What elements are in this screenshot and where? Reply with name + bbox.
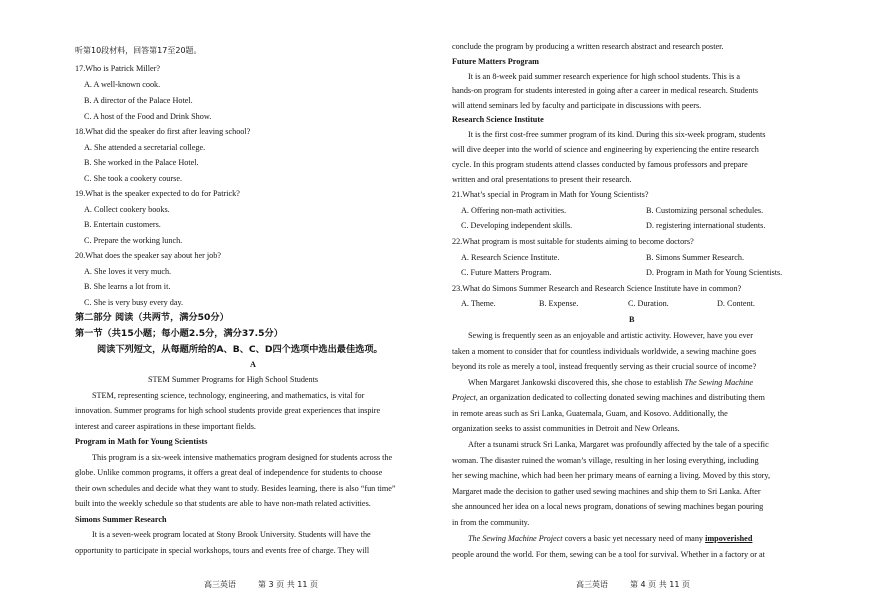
- footer-page-number: 第 3 页 共 11 页: [258, 580, 318, 589]
- para-line: conclude the program by producing a written research abstract and research poster.: [452, 42, 724, 51]
- para-text: When Margaret Jankowski discovered this, she chose to establish: [468, 378, 685, 387]
- q19-option-c: C. Prepare the working lunch.: [84, 236, 183, 245]
- question-17: 17.Who is Patrick Miller?: [75, 64, 161, 73]
- reading-instruction: 阅读下列短文，从每题所给的A、B、C、D四个选项中选出最佳选项。: [97, 344, 383, 355]
- para-line: opportunity to participate in special workshops, tours and events free of charge. They will: [75, 546, 370, 555]
- project-name: The Sewing Machine: [684, 378, 753, 387]
- question-19: 19.What is the speaker expected to do for Patrick?: [75, 189, 240, 198]
- para-line: people around the world. For them, sewing can be a tool for survival. Whether in a factory or at: [452, 550, 765, 559]
- para-line: It is the first cost-free summer program of its kind. During this six-week program, students: [468, 130, 766, 139]
- section-one-heading: 第一节（共15小题；每小题2.5分，满分37.5分）: [75, 328, 283, 339]
- para-text: covers a basic yet necessary need of many: [562, 534, 706, 543]
- para-line: will dive deeper into the world of science and engineering by experiencing the entire research: [452, 145, 759, 154]
- q22-option-c: C. Future Matters Program.: [461, 268, 552, 277]
- para-line: in from the community.: [452, 518, 530, 527]
- para-line: woman. The disaster ruined the woman’s village, resulting in her losing everything, including: [452, 456, 759, 465]
- para-line: will attend seminars led by faculty and participate in discussions with peers.: [452, 101, 702, 110]
- para-line: her sewing machine, which had been her primary means of earning a living. Moved by this story,: [452, 471, 771, 480]
- q20-option-a: A. She loves it very much.: [84, 267, 172, 276]
- project-name: Project: [452, 393, 476, 402]
- q17-option-b: B. A director of the Palace Hotel.: [84, 96, 193, 105]
- para-line: [468, 534, 752, 544]
- q17-option-c: C. A host of the Food and Drink Show.: [84, 112, 212, 121]
- para-line: [468, 378, 753, 388]
- question-21: 21.What’s special in Program in Math for Young Scientists?: [452, 190, 649, 199]
- q23-option-b: B. Expense.: [539, 299, 579, 308]
- para-line: beyond its role as merely a tool, instead frequently serving as their crucial source of income?: [452, 362, 757, 371]
- para-line: globe. Unlike common programs, it offers a great deal of independence for students to choose: [75, 468, 383, 477]
- para-line: hands-on program for students interested in going after a career in medical research. Students: [452, 86, 759, 95]
- question-22: 22.What program is most suitable for students aiming to become doctors?: [452, 237, 694, 246]
- program-heading-simons: Simons Summer Research: [75, 515, 167, 524]
- para-line: cycle. In this program students attend classes conducted by famous professors and prepare: [452, 160, 748, 169]
- para-line: interest and career aspirations in these important fields.: [75, 422, 256, 431]
- q20-option-b: B. She learns a lot from it.: [84, 282, 171, 291]
- para-line: she announced her idea on a local news program, donations of sewing machines began pouring: [452, 502, 764, 511]
- para-line: It is an 8-week paid summer research experience for high school students. This is a: [468, 72, 741, 81]
- para-line: [452, 393, 765, 403]
- q23-option-d: D. Content.: [717, 299, 755, 308]
- para-line: organization seeks to assist communities in Detroit and New Orleans.: [452, 424, 680, 433]
- program-heading-future: Future Matters Program: [452, 57, 539, 66]
- para-line: innovation. Summer programs for high school students provide great experiences that inspire: [75, 406, 381, 415]
- q20-option-c: C. She is very busy every day.: [84, 298, 184, 307]
- right-page: [435, 0, 870, 615]
- para-line: STEM, representing science, technology, engineering, and mathematics, is vital for: [92, 391, 365, 400]
- project-name: The Sewing Machine Project: [468, 534, 563, 543]
- question-20: 20.What does the speaker say about her job?: [75, 251, 221, 260]
- para-line: built into the weekly schedule so that students are able to have non-math related activities.: [75, 499, 371, 508]
- footer-subject: 高三英语: [204, 580, 236, 589]
- passage-a-label: A: [250, 360, 256, 369]
- q23-option-a: A. Theme.: [461, 299, 496, 308]
- para-line: taken a moment to consider that for countless individuals worldwide, a sewing machine goes: [452, 347, 757, 356]
- q19-option-a: A. Collect cookery books.: [84, 205, 170, 214]
- para-line: This program is a six-week intensive mathematics program designed for students across the: [92, 453, 393, 462]
- q23-option-c: C. Duration.: [628, 299, 669, 308]
- para-line: their own schedules and decide what they want to study. Besides learning, there is also “fun time”: [75, 484, 396, 493]
- q19-option-b: B. Entertain customers.: [84, 220, 161, 229]
- passage-b-label: B: [629, 315, 635, 324]
- q22-option-a: A. Research Science Institute.: [461, 253, 560, 262]
- underlined-word: impoverished: [705, 534, 753, 543]
- q21-option-c: C. Developing independent skills.: [461, 221, 573, 230]
- passage-a-title: STEM Summer Programs for High School Students: [148, 375, 319, 384]
- q22-option-d: D. Program in Math for Young Scientists.: [646, 268, 783, 277]
- para-text: , an organization dedicated to collecting donated sewing machines and distributing them: [475, 393, 765, 402]
- q18-option-a: A. She attended a secretarial college.: [84, 143, 206, 152]
- q18-option-c: C. She took a cookery course.: [84, 174, 182, 183]
- footer-subject: 高三英语: [576, 580, 608, 589]
- footer-page-number: 第 4 页 共 11 页: [630, 580, 690, 589]
- part-two-heading: 第二部分 阅读（共两节，满分50分）: [75, 312, 229, 323]
- para-line: written and oral presentations to present their research.: [452, 175, 632, 184]
- para-line: Sewing is frequently seen as an enjoyable and artistic activity. However, have you ever: [468, 331, 753, 340]
- q22-option-b: B. Simons Summer Research.: [646, 253, 745, 262]
- q18-option-b: B. She worked in the Palace Hotel.: [84, 158, 199, 167]
- question-23: 23.What do Simons Summer Research and Research Science Institute have in common?: [452, 284, 742, 293]
- question-18: 18.What did the speaker do first after leaving school?: [75, 127, 251, 136]
- para-line: Margaret made the decision to gather used sewing machines and ship them to Sri Lanka. After: [452, 487, 761, 496]
- q21-option-a: A. Offering non-math activities.: [461, 206, 567, 215]
- para-line: After a tsunami struck Sri Lanka, Margaret was profoundly affected by the tale of a specific: [468, 440, 769, 449]
- listening-intro: 听第10段材料，回答第17至20题。: [75, 46, 202, 55]
- program-heading-rsi: Research Science Institute: [452, 115, 544, 124]
- q21-option-b: B. Customizing personal schedules.: [646, 206, 764, 215]
- para-line: It is a seven-week program located at Stony Brook University. Students will have the: [92, 530, 371, 539]
- para-line: in remote areas such as Sri Lanka, Guatemala, Guam, and Kosovo. Additionally, the: [452, 409, 728, 418]
- program-heading-math: Program in Math for Young Scientists: [75, 437, 208, 446]
- q21-option-d: D. registering international students.: [646, 221, 766, 230]
- q17-option-a: A. A well-known cook.: [84, 80, 161, 89]
